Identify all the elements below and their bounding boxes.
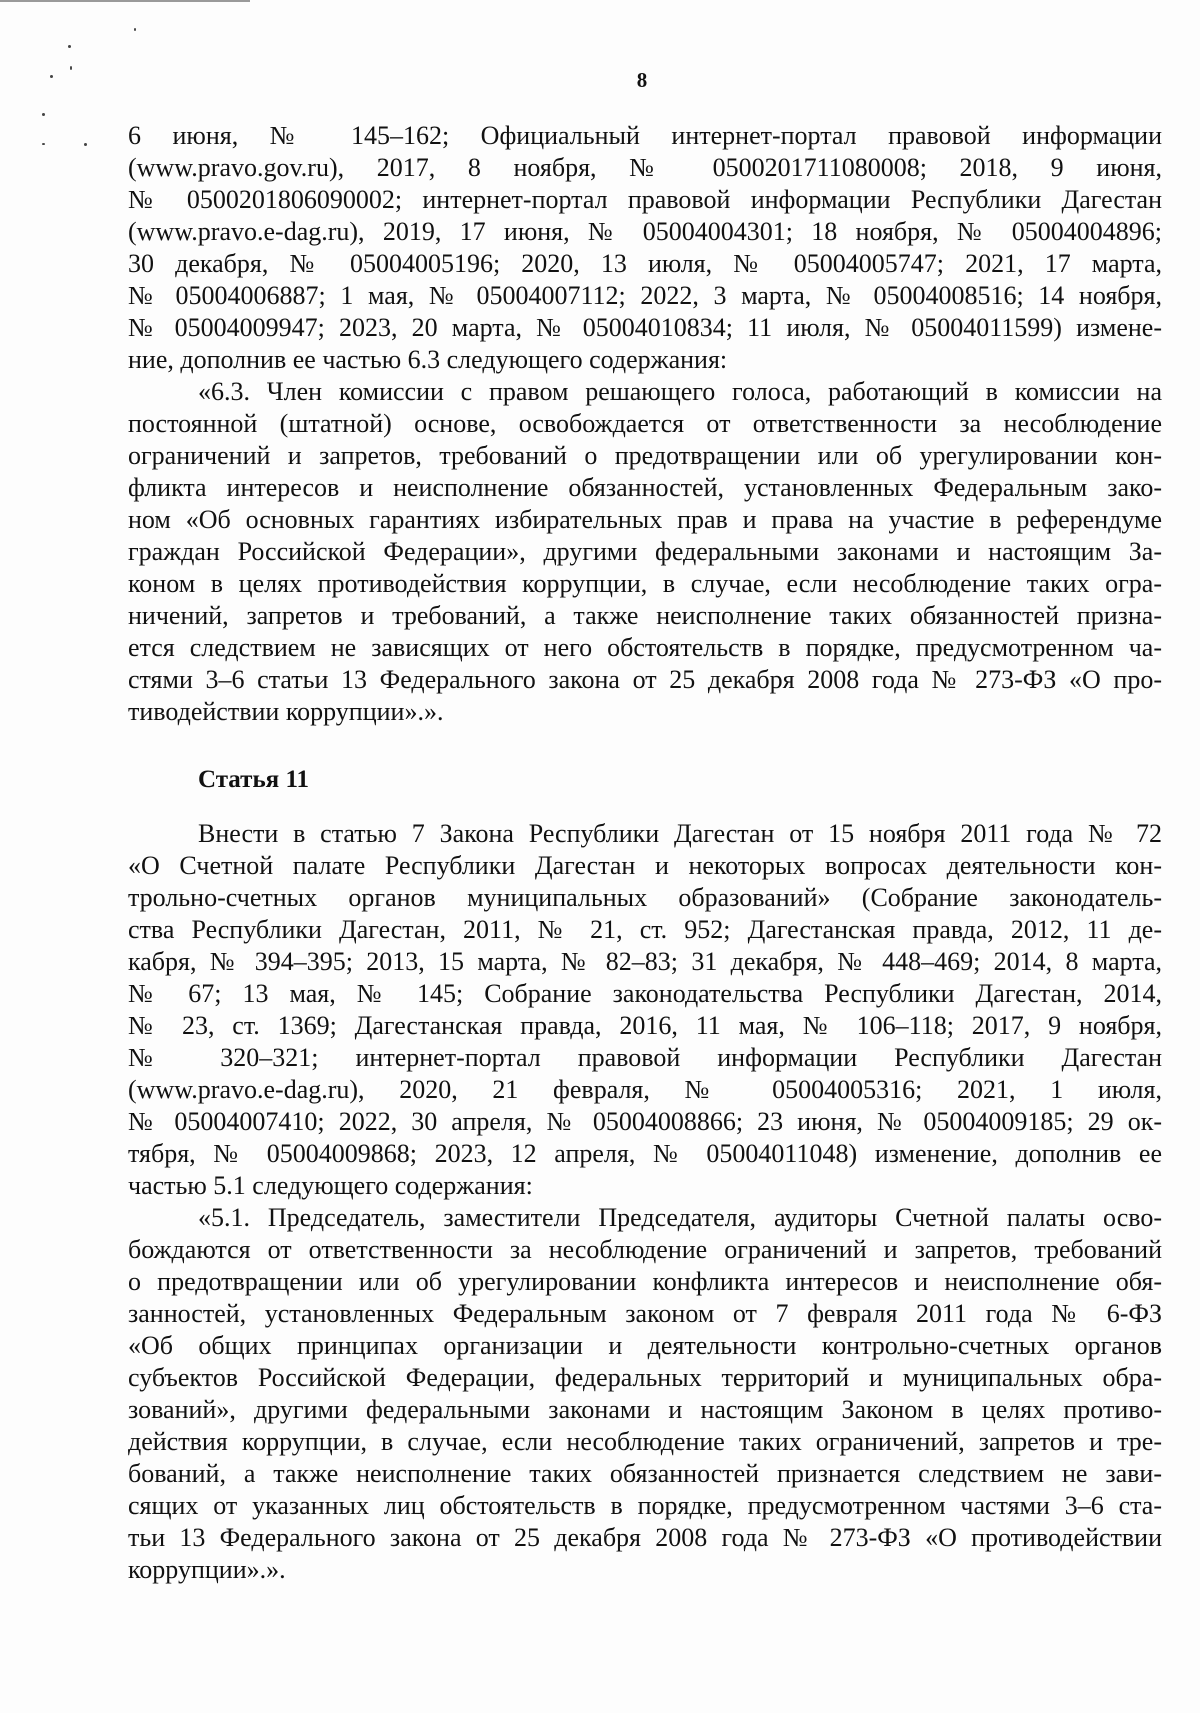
text-line: кабря, № 394–395; 2013, 15 марта, № 82–83; 31 декабря, № 448–469; 2014, 8 марта, (128, 947, 1162, 976)
text-line: ется следствием не зависящих от него обстоятельств в порядке, предусмотренном ча- (128, 633, 1162, 662)
scan-speck (42, 113, 45, 116)
text-line: (www.pravo.e-dag.ru), 2019, 17 июня, № 05004004301; 18 ноября, № 05004004896; (128, 217, 1162, 246)
text-line: «5.1. Председатель, заместители Председателя, аудиторы Счетной палаты осво- (198, 1203, 1162, 1232)
page-number: 8 (636, 68, 648, 92)
text-line: 6 июня, № 145–162; Официальный интернет-портал правовой информации (128, 121, 1162, 150)
text-line: бований, а также неисполнение таких обязанностей признается следствием не зави- (128, 1459, 1162, 1488)
article-heading: Статья 11 (198, 766, 310, 793)
text-line: № 05004006887; 1 мая, № 05004007112; 2022, 3 марта, № 05004008516; 14 ноября, (128, 281, 1162, 310)
text-line: ние, дополнив ее частью 6.3 следующего содержания: (128, 345, 728, 374)
text-line: ства Республики Дагестан, 2011, № 21, ст. 952; Дагестанская правда, 2012, 11 де- (128, 915, 1162, 944)
text-line: фликта интересов и неисполнение обязанностей, установленных Федеральным зако- (128, 473, 1162, 502)
text-line: тиводействии коррупции».». (128, 697, 444, 726)
paragraph-block-1 (128, 120, 1162, 728)
text-line: № 0500201806090002; интернет-портал правовой информации Республики Дагестан (128, 185, 1162, 214)
text-line: ничений, запретов и требований, а также неисполнение таких обязанностей призна- (128, 601, 1162, 630)
scan-speck (68, 45, 71, 48)
text-line: Внести в статью 7 Закона Республики Дагестан от 15 ноября 2011 года № 72 (198, 819, 1162, 848)
text-line: тября, № 05004009868; 2023, 12 апреля, № 05004011048) изменение, дополнив ее (128, 1139, 1162, 1168)
text-line: действия коррупции, в случае, если несоблюдение таких ограничений, запретов и тре- (128, 1427, 1162, 1456)
text-line: (www.pravo.e-dag.ru), 2020, 21 февраля, № 05004005316; 2021, 1 июля, (128, 1075, 1162, 1104)
text-line: бождаются от ответственности за несоблюдение ограничений и запретов, требований (128, 1235, 1162, 1264)
text-line: ограничений и запретов, требований о предотвращении или об урегулировании кон- (128, 441, 1162, 470)
text-line: субъектов Российской Федерации, федеральных территорий и муниципальных обра- (128, 1363, 1162, 1392)
text-line: постоянной (штатной) основе, освобождается от ответственности за несоблюдение (128, 409, 1162, 438)
text-line: тьи 13 Федерального закона от 25 декабря 2008 года № 273-ФЗ «О противодействии (128, 1523, 1162, 1552)
text-line: «Об общих принципах организации и деятельности контрольно-счетных органов (128, 1331, 1162, 1360)
text-line: № 320–321; интернет-портал правовой информации Республики Дагестан (128, 1043, 1162, 1072)
text-line: трольно-счетных органов муниципальных образований» (Собрание законодатель- (128, 883, 1162, 912)
text-line: коном в целях противодействия коррупции, в случае, если несоблюдение таких огра- (128, 569, 1162, 598)
text-line: «6.3. Член комиссии с правом решающего голоса, работающий в комиссии на (198, 377, 1162, 406)
text-line: зований», другими федеральными законами и настоящим Законом в целях противо- (128, 1395, 1162, 1424)
text-line: № 05004007410; 2022, 30 апреля, № 05004008866; 23 июня, № 05004009185; 29 ок- (128, 1107, 1162, 1136)
text-line: о предотвращении или об урегулировании конфликта интересов и неисполнение обя- (128, 1267, 1162, 1296)
text-line: коррупции».». (128, 1555, 286, 1584)
scan-speck (84, 143, 87, 146)
text-line: занностей, установленных Федеральным законом от 7 февраля 2011 года № 6-ФЗ (128, 1299, 1162, 1328)
text-line: сящих от указанных лиц обстоятельств в порядке, предусмотренном частями 3–6 ста- (128, 1491, 1162, 1520)
text-line: № 67; 13 мая, № 145; Собрание законодательства Республики Дагестан, 2014, (128, 979, 1162, 1008)
scan-speck (134, 28, 136, 31)
paragraph-block-2 (128, 818, 1162, 1586)
text-line: № 05004009947; 2023, 20 марта, № 05004010834; 11 июля, № 05004011599) измене- (128, 313, 1162, 342)
text-line: стями 3–6 статьи 13 Федерального закона от 25 декабря 2008 года № 273-ФЗ «О про- (128, 665, 1162, 694)
text-line: граждан Российской Федерации», другими федеральными законами и настоящим За- (128, 537, 1162, 566)
text-line: № 23, ст. 1369; Дагестанская правда, 2016, 11 мая, № 106–118; 2017, 9 ноября, (128, 1011, 1162, 1040)
text-line: 30 декабря, № 05004005196; 2020, 13 июля, № 05004005747; 2021, 17 марта, (128, 249, 1162, 278)
text-line: «О Счетной палате Республики Дагестан и некоторых вопросах деятельности кон- (128, 851, 1162, 880)
text-line: ном «Об основных гарантиях избирательных прав и права на участие в референдуме (128, 505, 1162, 534)
text-line: частью 5.1 следующего содержания: (128, 1171, 533, 1200)
scan-top-edge (0, 0, 250, 2)
scan-speck (42, 143, 45, 145)
text-line: (www.pravo.gov.ru), 2017, 8 ноября, № 0500201711080008; 2018, 9 июня, (128, 153, 1162, 182)
